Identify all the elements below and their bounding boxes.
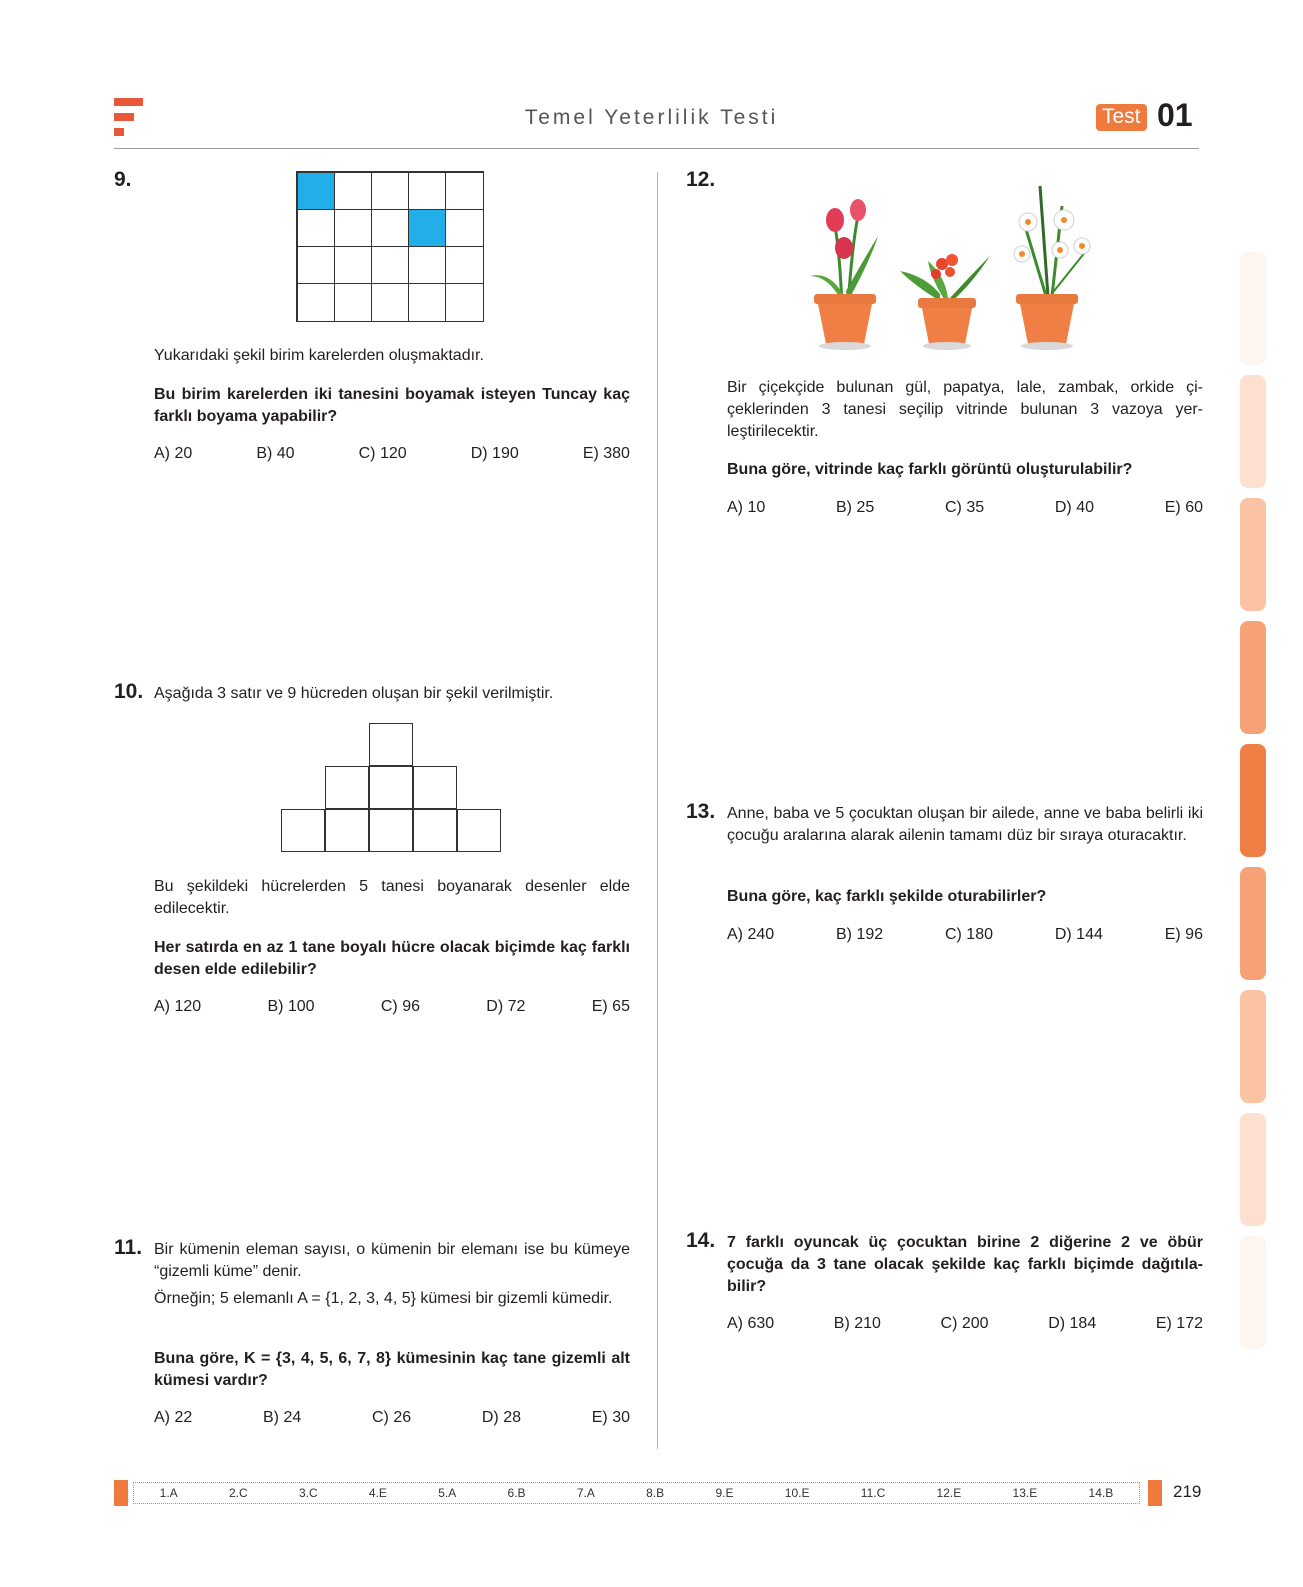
question-11-prompt: Buna göre, K = {3, 4, 5, 6, 7, 8} kümesinin kaç tane gizemli alt kümesi vardır?: [154, 1350, 630, 1389]
grid-cell: [297, 246, 335, 284]
answer-key-item: 11.C: [860, 1486, 886, 1500]
question-11-number: 11.: [114, 1236, 143, 1259]
grid-cell: [297, 283, 335, 321]
answer-key-item: 7.A: [576, 1486, 595, 1500]
grid-cell: [408, 172, 446, 210]
option-e[interactable]: E) 30: [591, 1409, 630, 1426]
grid-cell: [371, 283, 409, 321]
question-14-number: 14.: [686, 1229, 716, 1252]
pyramid-cell: [369, 766, 413, 809]
unit-square-grid: [296, 171, 484, 322]
question-11-options: [154, 1409, 630, 1427]
question-13-text: Anne, baba ve 5 çocuktan oluşan bir ailede, anne ve baba belirli iki çocuğu aralarına alarak ailenin tamamı düz bir sıraya oturacaktır.: [727, 805, 1203, 844]
question-12-options: [727, 499, 1203, 517]
page-title: Temel Yeterlilik Testi: [524, 106, 779, 129]
pyramid-cell: [325, 766, 369, 809]
question-9-prompt: Bu birim karelerden iki tanesini boyamak isteyen Tuncay kaç farklı boyama yapabilir?: [154, 386, 630, 425]
pyramid-cell: [413, 766, 457, 809]
option-d[interactable]: D) 40: [1054, 499, 1094, 516]
question-14-prompt: 7 farklı oyuncak üç çocuktan birine 2 diğerine 2 ve öbür çocuğa da 3 tane olacak şekilde kaç farklı biçimde dağıtılabilir?: [727, 1234, 1203, 1295]
pyramid-cell: [325, 809, 369, 852]
side-tab: [1240, 1236, 1266, 1349]
answer-key-item: 4.E: [368, 1486, 387, 1500]
option-b[interactable]: B) 25: [836, 499, 875, 516]
question-9-options: [154, 445, 630, 463]
daffodil-pot-icon: [1014, 186, 1090, 350]
grid-cell: [445, 283, 483, 321]
grid-cell: [334, 209, 372, 247]
option-c[interactable]: C) 120: [358, 445, 407, 462]
side-tab: [1240, 498, 1266, 611]
answer-key-item: 2.C: [228, 1486, 248, 1500]
option-a[interactable]: A) 630: [727, 1315, 775, 1332]
pyramid-cell: [369, 723, 413, 766]
option-b[interactable]: B) 40: [256, 445, 295, 462]
question-12-number: 12.: [686, 168, 716, 191]
side-tab: [1240, 867, 1266, 980]
question-11-text-2: Örneğin; 5 elemanlı A = {1, 2, 3, 4, 5} kümesi bir gizemli kümedir.: [154, 1290, 613, 1307]
option-a[interactable]: A) 120: [154, 998, 202, 1015]
option-c[interactable]: C) 96: [380, 998, 420, 1015]
option-b[interactable]: B) 100: [267, 998, 315, 1015]
answer-key-item: 13.E: [1012, 1486, 1038, 1500]
grid-cell: [371, 172, 409, 210]
answer-key-item: 12.E: [936, 1486, 962, 1500]
answer-key-item: 3.C: [298, 1486, 318, 1500]
grid-cell: [297, 209, 335, 247]
side-tab: [1240, 621, 1266, 734]
answer-key: [133, 1482, 1140, 1504]
option-a[interactable]: A) 10: [727, 499, 766, 516]
option-c[interactable]: C) 35: [945, 499, 985, 516]
option-d[interactable]: D) 184: [1048, 1315, 1097, 1332]
tulip-pot-icon: [810, 199, 878, 350]
option-d[interactable]: D) 144: [1054, 926, 1103, 943]
question-12-text: Bir çiçekçide bulunan gül, papatya, lale, zambak, orkide çiçeklerinden 3 tanesi seçilip vitrinde bulunan 3 vazoya yerleştirilecektir.: [727, 379, 1203, 440]
test-badge: Test: [1096, 104, 1147, 131]
grid-cell: [334, 283, 372, 321]
option-a[interactable]: A) 20: [154, 445, 193, 462]
option-e[interactable]: E) 172: [1155, 1315, 1203, 1332]
option-b[interactable]: B) 192: [835, 926, 884, 943]
option-e[interactable]: E) 60: [1164, 499, 1203, 516]
pyramid-cell: [413, 809, 457, 852]
grid-cell: [334, 172, 372, 210]
option-e[interactable]: E) 65: [591, 998, 630, 1015]
page-number: 219: [1173, 1482, 1202, 1501]
side-tab: [1240, 375, 1266, 488]
header-rule: [114, 148, 1199, 149]
grid-cell: [371, 209, 409, 247]
question-11-text-1: Bir kümenin eleman sayısı, o kümenin bir elemanı ise bu kümeye “gizemli küme” denir.: [154, 1241, 630, 1280]
question-10-number: 10.: [114, 680, 144, 703]
option-c[interactable]: C) 180: [944, 926, 993, 943]
question-13-number: 13.: [686, 800, 716, 823]
side-tab-active: [1240, 744, 1266, 857]
geranium-pot-icon: [900, 254, 990, 350]
answer-key-item: 5.A: [438, 1486, 457, 1500]
option-e[interactable]: E) 380: [582, 445, 630, 462]
grid-cell: [408, 283, 446, 321]
option-a[interactable]: A) 240: [727, 926, 775, 943]
answer-key-item: 6.B: [507, 1486, 526, 1500]
pyramid-cell: [281, 809, 325, 852]
column-divider: [657, 172, 658, 1449]
grid-cell: [371, 246, 409, 284]
answer-key-item: 8.B: [646, 1486, 665, 1500]
grid-cell: [445, 172, 483, 210]
option-d[interactable]: D) 28: [481, 1409, 521, 1426]
side-tab: [1240, 252, 1266, 365]
flower-pots-illustration: [800, 176, 1120, 356]
option-d[interactable]: D) 190: [470, 445, 519, 462]
question-12-prompt: Buna göre, vitrinde kaç farklı görüntü oluşturulabilir?: [727, 461, 1133, 478]
grid-cell: [334, 246, 372, 284]
grid-cell: [445, 209, 483, 247]
option-a[interactable]: A) 22: [154, 1409, 193, 1426]
option-b[interactable]: B) 210: [833, 1315, 881, 1332]
grid-cell: [445, 246, 483, 284]
grid-cell: [408, 246, 446, 284]
question-9-number: 9.: [114, 168, 132, 191]
pyramid-cell: [369, 809, 413, 852]
side-tab: [1240, 1113, 1266, 1226]
grid-cell-filled: [408, 209, 446, 247]
option-c[interactable]: C) 26: [372, 1409, 412, 1426]
option-e[interactable]: E) 96: [1164, 926, 1203, 943]
grid-cell-filled: [297, 172, 335, 210]
side-tab: [1240, 990, 1266, 1103]
question-10-intro: Aşağıda 3 satır ve 9 hücreden oluşan bir şekil verilmiştir.: [154, 685, 554, 702]
question-9-text: Yukarıdaki şekil birim karelerden oluşmaktadır.: [154, 347, 484, 364]
answer-key-item: 9.E: [715, 1486, 734, 1500]
option-c[interactable]: C) 200: [940, 1315, 989, 1332]
test-number: 01: [1157, 97, 1193, 133]
footer-marker-right: [1148, 1480, 1162, 1506]
question-10-text: Bu şekildeki hücrelerden 5 tanesi boyanarak desenler elde edilecektir.: [154, 878, 630, 917]
question-10-prompt: Her satırda en az 1 tane boyalı hücre olacak biçimde kaç farklı desen elde edilebilir?: [154, 939, 630, 978]
question-10-options: [154, 998, 630, 1016]
answer-key-item: 1.A: [159, 1486, 178, 1500]
option-b[interactable]: B) 24: [263, 1409, 302, 1426]
question-13-options: [727, 926, 1203, 944]
answer-key-item: 14.B: [1088, 1486, 1114, 1500]
option-d[interactable]: D) 72: [486, 998, 526, 1015]
answer-key-item: 10.E: [784, 1486, 810, 1500]
pyramid-cell: [457, 809, 501, 852]
question-13-prompt: Buna göre, kaç farklı şekilde oturabilirler?: [727, 888, 1047, 905]
footer-marker-left: [114, 1480, 128, 1506]
question-14-options: [727, 1315, 1203, 1333]
